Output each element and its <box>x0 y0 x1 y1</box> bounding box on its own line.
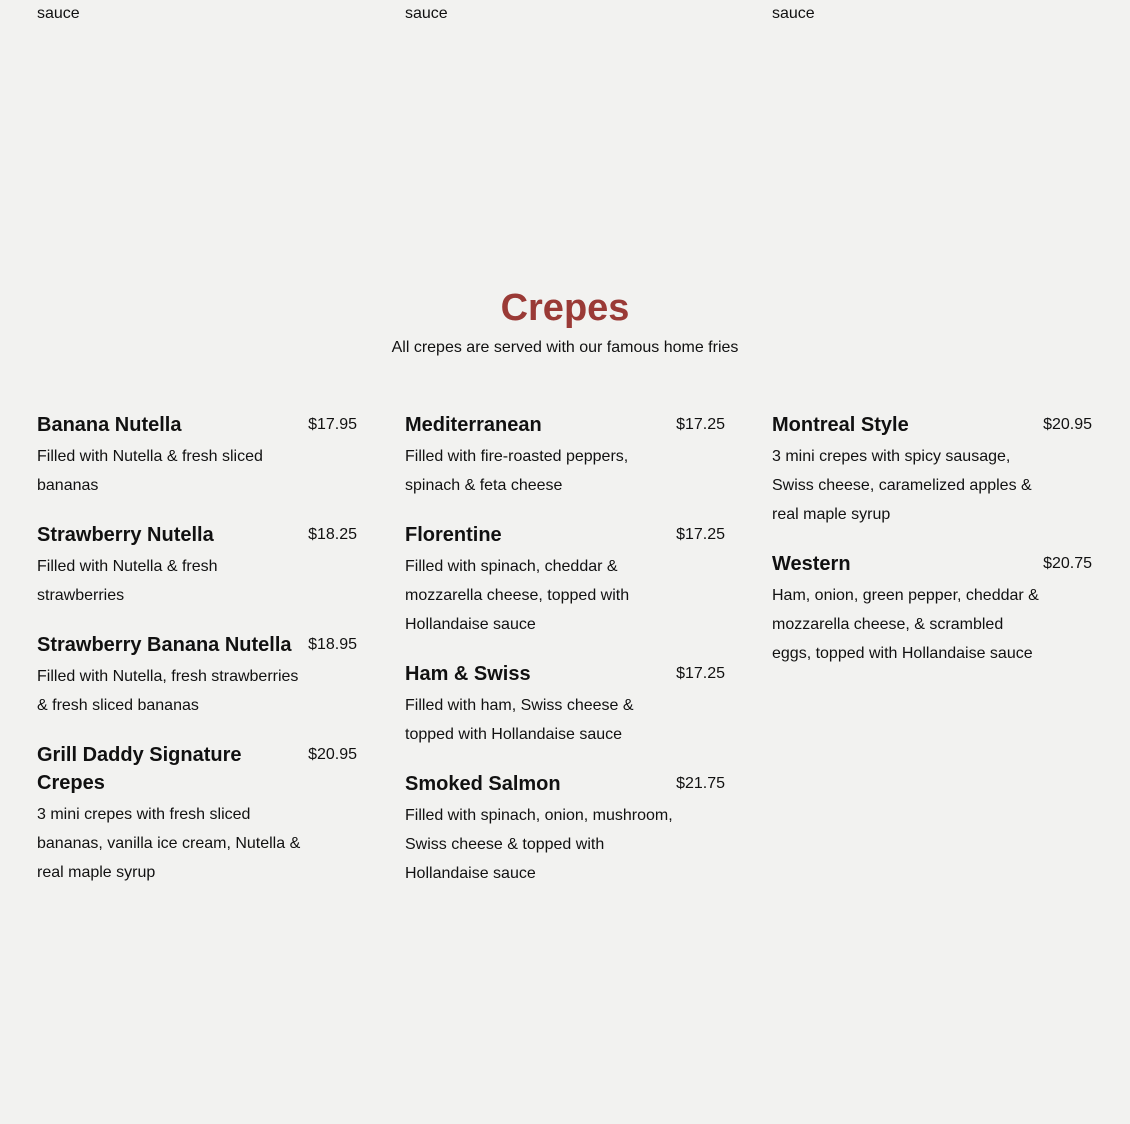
menu-item-description: Filled with Nutella & fresh strawberries <box>37 558 218 604</box>
menu-item-strawberry-banana-nutella <box>37 631 357 720</box>
section-title: Crepes <box>500 287 630 329</box>
menu-item-price: $20.95 <box>308 746 357 763</box>
menu-item-name: Strawberry Nutella <box>37 524 214 546</box>
menu-column-2 <box>405 411 725 909</box>
menu-item-name: Grill Daddy Signature Crepes <box>37 744 242 794</box>
menu-item-description: Filled with fire-roasted peppers, spinach & feta cheese <box>405 448 629 494</box>
menu-item-price: $18.95 <box>308 636 357 653</box>
menu-item-price: $17.25 <box>676 665 725 682</box>
menu-item-strawberry-nutella <box>37 521 357 610</box>
menu-item-description: Filled with ham, Swiss cheese & topped with Hollandaise sauce <box>405 697 634 743</box>
menu-item-description: Filled with Nutella & fresh sliced bananas <box>37 448 263 494</box>
menu-item-price: $18.25 <box>308 526 357 543</box>
menu-item-banana-nutella <box>37 411 357 500</box>
previous-item-description-tail: sauce <box>772 5 815 22</box>
menu-item-price: $21.75 <box>676 775 725 792</box>
menu-item-ham-and-swiss <box>405 660 725 749</box>
menu-item-name: Smoked Salmon <box>405 773 561 795</box>
menu-item-price: $17.25 <box>676 416 725 433</box>
menu-item-name: Montreal Style <box>772 414 909 436</box>
menu-item-description: 3 mini crepes with spicy sausage, Swiss cheese, caramelized apples & real maple syrup <box>772 448 1032 523</box>
previous-item-description-tail: sauce <box>405 5 448 22</box>
crepes-section-header <box>0 286 1130 359</box>
menu-item-name: Florentine <box>405 524 502 546</box>
menu-item-grill-daddy-signature-crepes <box>37 741 357 887</box>
menu-item-western <box>772 550 1092 668</box>
menu-column-3 <box>772 411 1092 689</box>
section-subtitle: All crepes are served with our famous home fries <box>391 339 739 356</box>
menu-item-description: 3 mini crepes with fresh sliced bananas, vanilla ice cream, Nutella & real maple syrup <box>37 806 301 881</box>
menu-item-price: $17.25 <box>676 526 725 543</box>
menu-item-name: Strawberry Banana Nutella <box>37 634 292 656</box>
menu-item-name: Banana Nutella <box>37 414 182 436</box>
menu-column-1 <box>37 411 357 908</box>
menu-item-price: $17.95 <box>308 416 357 433</box>
previous-item-description-tail: sauce <box>37 5 80 22</box>
menu-item-price: $20.75 <box>1043 555 1092 572</box>
menu-item-name: Western <box>772 553 851 575</box>
menu-item-description: Filled with spinach, cheddar & mozzarella cheese, topped with Hollandaise sauce <box>405 558 630 633</box>
menu-item-smoked-salmon <box>405 770 725 888</box>
menu-item-name: Mediterranean <box>405 414 542 436</box>
menu-item-description: Filled with Nutella, fresh strawberries & fresh sliced bananas <box>37 668 299 714</box>
menu-item-price: $20.95 <box>1043 416 1092 433</box>
menu-item-montreal-style <box>772 411 1092 529</box>
menu-item-florentine <box>405 521 725 639</box>
menu-item-mediterranean <box>405 411 725 500</box>
menu-item-name: Ham & Swiss <box>405 663 531 685</box>
menu-item-description: Filled with spinach, onion, mushroom, Swiss cheese & topped with Hollandaise sauce <box>405 807 673 882</box>
menu-item-description: Ham, onion, green pepper, cheddar & mozzarella cheese, & scrambled eggs, topped with Hollandaise sauce <box>772 587 1039 662</box>
